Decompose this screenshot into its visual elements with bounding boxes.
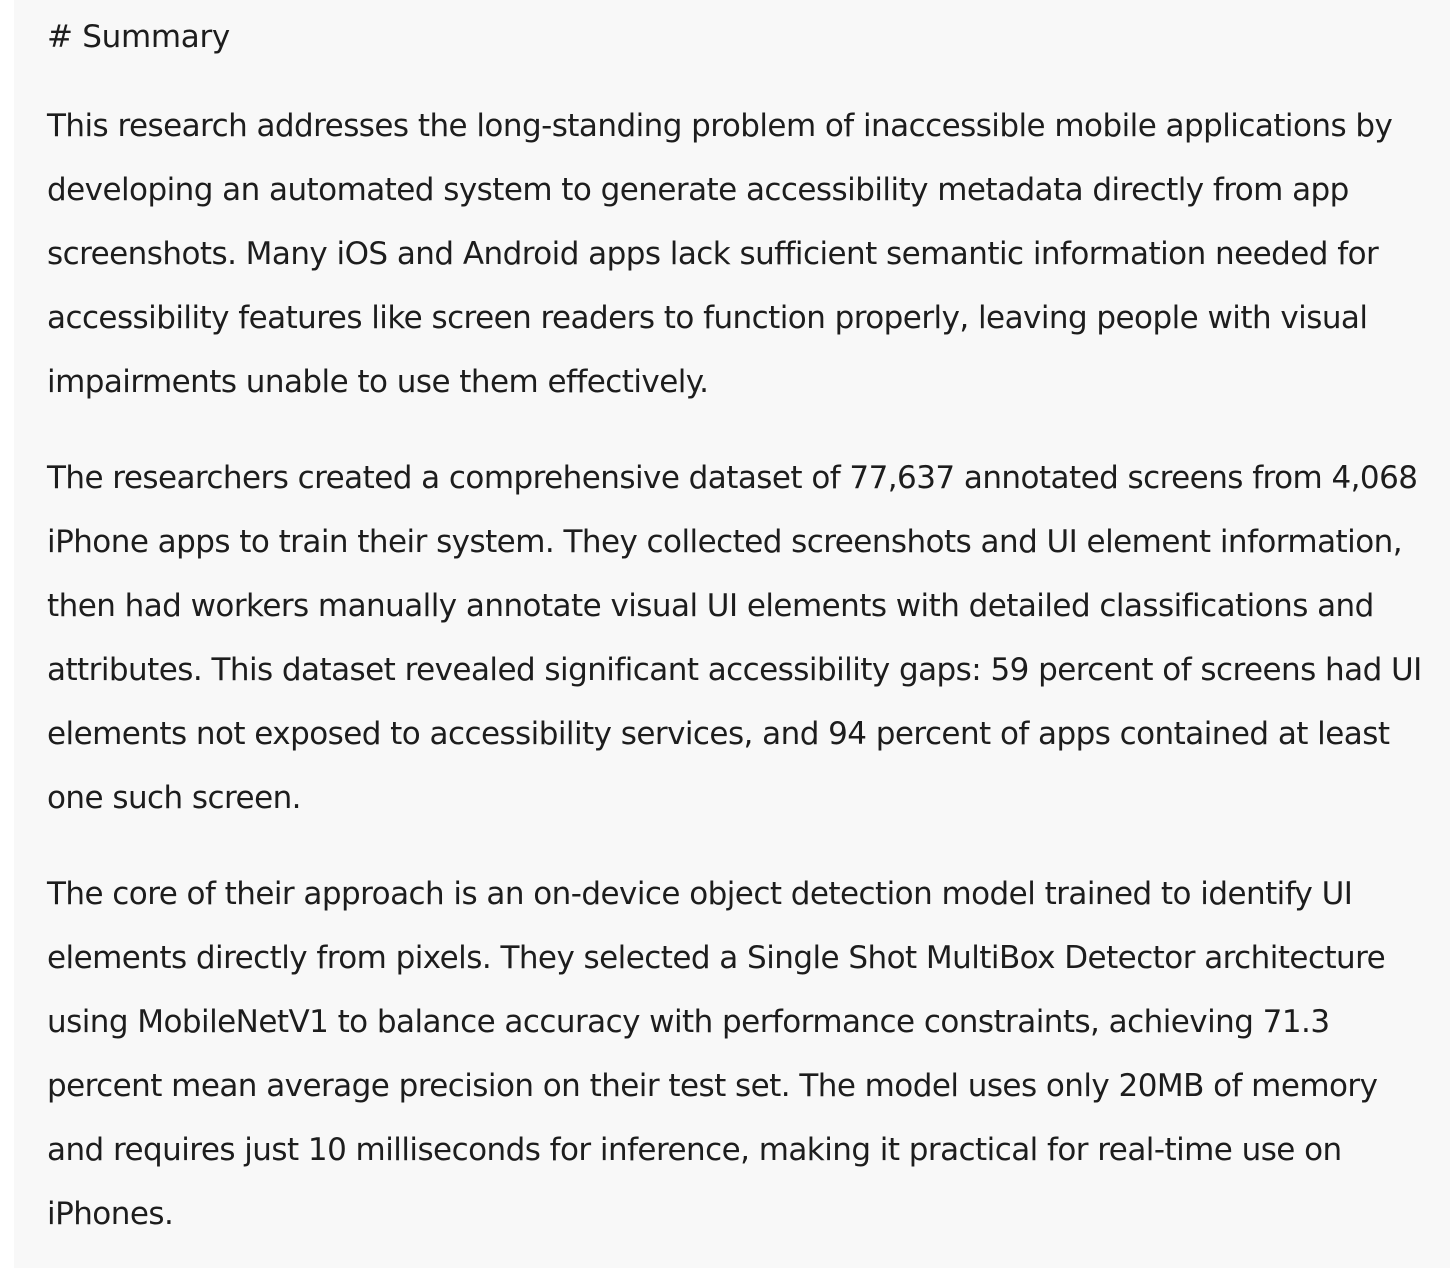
text-line: using MobileNetV1 to balance accuracy with performance constraints, achieving 71.3 [47,1004,1330,1040]
text-line: This research addresses the long-standing problem of inaccessible mobile applications by [47,108,1393,144]
text-line: developing an automated system to generate accessibility metadata directly from app [47,172,1349,208]
text-line: and requires just 10 milliseconds for inference, making it practical for real-time use on [47,1132,1342,1168]
text-line: elements directly from pixels. They selected a Single Shot MultiBox Detector architecture [47,940,1386,976]
text-line: then had workers manually annotate visual UI elements with detailed classifications and [47,588,1374,624]
paragraph-approach [47,862,1450,1246]
text-line: The core of their approach is an on-device object detection model trained to identify UI [47,876,1353,912]
text-line: elements not exposed to accessibility services, and 94 percent of apps contained at least [47,716,1390,752]
summary-panel [14,0,1450,1268]
text-line: accessibility features like screen readers to function properly, leaving people with visual [47,300,1368,336]
text-line: attributes. This dataset revealed significant accessibility gaps: 59 percent of screens had UI [47,652,1422,688]
summary-heading: # Summary [47,19,230,55]
text-line: percent mean average precision on their test set. The model uses only 20MB of memory [47,1068,1378,1104]
text-line: The researchers created a comprehensive dataset of 77,637 annotated screens from 4,068 [47,460,1418,496]
text-line: iPhone apps to train their system. They collected screenshots and UI element information, [47,524,1403,560]
paragraph-intro [47,94,1450,414]
text-line: screenshots. Many iOS and Android apps lack sufficient semantic information needed for [47,236,1379,272]
paragraph-dataset [47,446,1450,830]
text-line: impairments unable to use them effectively. [47,364,709,400]
text-line: iPhones. [47,1196,174,1232]
text-line: one such screen. [47,780,301,816]
